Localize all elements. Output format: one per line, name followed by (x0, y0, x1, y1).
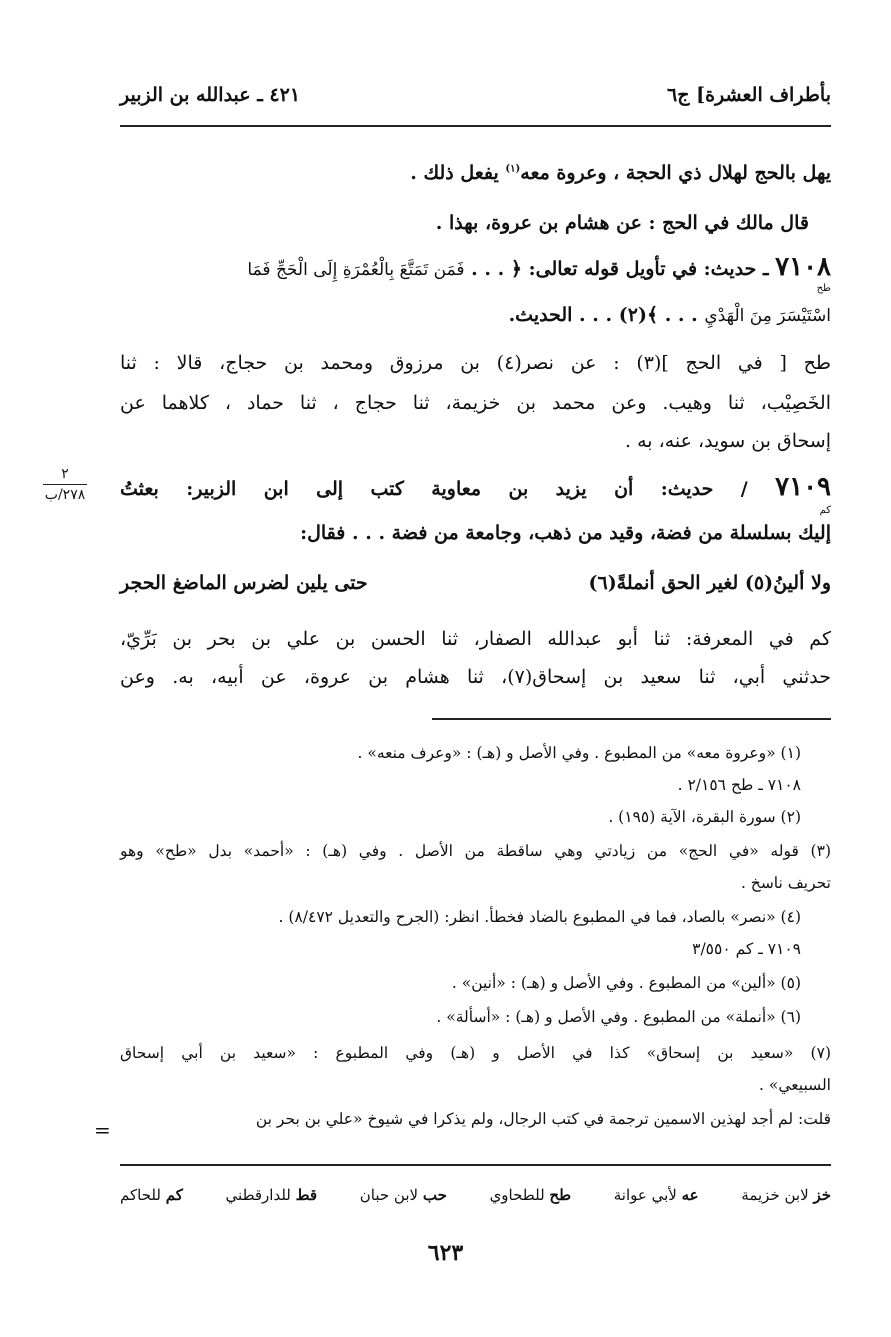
hadith-7109-line-2: إليك بسلسلة من فضة، وقيد من ذهب، وجامعة من فضة . . . فقال: (300, 522, 831, 544)
continuation-mark: = (94, 1118, 111, 1142)
running-header-left: ٤٢١ ـ عبدالله بن الزبير (120, 84, 301, 106)
running-header-right: بأطراف العشرة] ج٦ (667, 84, 831, 106)
siglum-entry: حب لابن حبان (359, 1186, 447, 1204)
hadith-7108-line-2: اسْتَيْسَرَ مِنَ الْهَدْيِ . . . ﴾(٢) . . . الحديث. (508, 304, 831, 326)
hadith-7109-heading: ٧١٠٩ / حديث: أن يزيد بن معاوية كتب إلى ابن الزبير: بعثتُ (120, 472, 831, 502)
siglum-entry: طح للطحاوي (489, 1186, 572, 1204)
body-line-1: يهل بالحج لهلال ذي الحجة ، وعروة معه$^{(١)}$ يفعل ذلك . (410, 162, 831, 184)
footnote-ref-7109: ٧١٠٩ ـ كم ٣/٥٥٠ (692, 940, 801, 958)
poem-hemistich-left: حتى يلين لضرس الماضغ الحجر (120, 572, 368, 594)
header-rule (120, 125, 831, 127)
sigla-legend (120, 1186, 831, 1204)
hadith-number: ٧١٠٨ (775, 252, 831, 282)
isnad-line-3: إسحاق بن سويد، عنه، به . (625, 430, 831, 452)
siglum-entry: عه لأبي عوانة (613, 1186, 699, 1204)
hadith-7108-heading: ٧١٠٨ ـ حديث: في تأويل قوله تعالى: ﴿ . . . فَمَن تَمَتَّعَ بِالْعُمْرَةِ إِلَى الْحَجِّ فَمَا (247, 252, 831, 282)
footnote-4: (٤) «نصر» بالصاد، فما في المطبوع بالضاد فخطأ. انظر: (الجرح والتعديل ٨/٤٧٢) . (278, 908, 801, 926)
isnad-line-1: طح [ في الحج ](٣) : عن نصر(٤) بن مرزوق ومحمد بن حجاج، قالا : ثنا (120, 352, 831, 374)
footnote-ref-7108: ٧١٠٨ ـ طح ٢/١٥٦ . (677, 776, 801, 794)
footnote-1: (١) «وعروة معه» من المطبوع . وفي الأصل و (هـ) : «وعرف منعه» . (357, 744, 801, 762)
footnote-3-line-2: تحريف ناسخ . (740, 874, 831, 892)
body-line-kam-1: كم في المعرفة: ثنا أبو عبدالله الصفار، ثنا الحسن بن علي بن بحر بن بَرِّيّ، (120, 628, 831, 650)
poem-hemistich-right: ولا ألينُ(٥) لغير الحق أنملةً(٦) (588, 572, 831, 594)
footnote-rule (432, 718, 831, 720)
siglum-entry: خز لابن خزيمة (741, 1186, 831, 1204)
isnad-line-2: الخَصِيْب، ثنا وهيب. وعن محمد بن خزيمة، ثنا حجاج ، ثنا حماد ، كلاهما عن (120, 392, 831, 414)
body-line-2: قال مالك في الحج : عن هشام بن عروة، بهذا . (435, 212, 809, 234)
footnote-7-line-2: السبيعي» . (759, 1076, 831, 1094)
siglum-entry: كم للحاكم (120, 1186, 183, 1204)
page-number: ٦٢٣ (427, 1240, 464, 1266)
body-line-kam-2: حدثني أبي، ثنا سعيد بن إسحاق(٧)، ثنا هشام بن عروة، عن أبيه، به. وعن (120, 666, 831, 688)
sigla-rule (120, 1164, 831, 1166)
siglum-kam: كم (819, 505, 831, 516)
siglum-entry: قط للدارقطني (225, 1186, 318, 1204)
hadith-number: ٧١٠٩ (775, 472, 831, 502)
footnote-6: (٦) «أنملة» من المطبوع . وفي الأصل و (هـ) : «أسألة» . (436, 1008, 801, 1026)
footnote-5: (٥) «ألين» من المطبوع . وفي الأصل و (هـ) : «أنين» . (451, 974, 801, 992)
footnote-7-line-1: (٧) «سعيد بن إسحاق» كذا في الأصل و (هـ) وفي المطبوع : «سعيد بن أبي إسحاق (120, 1044, 831, 1062)
siglum-tah: طح (816, 283, 831, 294)
footnote-8: قلت: لم أجد لهذين الاسمين ترجمة في كتب الرجال، ولم يذكرا في شيوخ «علي بن بحر بن (255, 1110, 831, 1128)
margin-note: ٢ ٢٧٨/ب (44, 466, 86, 503)
footnote-2: (٢) سورة البقرة، الآية (١٩٥) . (608, 808, 801, 826)
footnote-3-line-1: (٣) قوله «في الحج» من زيادتي وهي ساقطة من الأصل . وفي (هـ) : «أحمد» بدل «طح» وهو (120, 842, 831, 860)
